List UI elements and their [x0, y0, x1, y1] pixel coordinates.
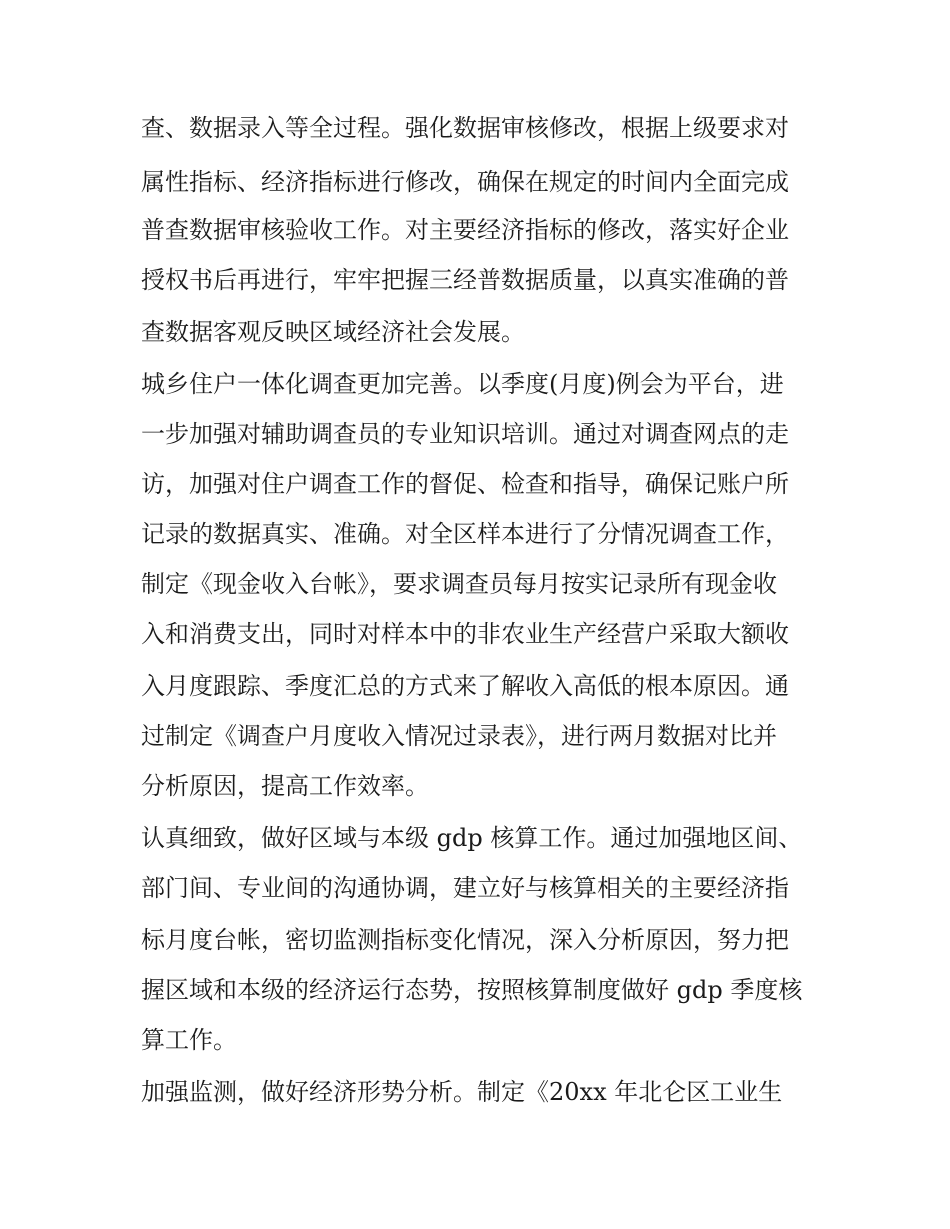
text-line: 制定《现金收入台帐》，要求调查员每月按实记录所有现金收	[141, 570, 777, 598]
text-line: 属性指标、经济指标进行修改，确保在规定的时间内全面完成	[141, 168, 789, 196]
text-line: 入和消费支出，同时对样本中的非农业生产经营户采取大额收	[141, 620, 789, 648]
text-line: 部门间、专业间的沟通协调，建立好与核算相关的主要经济指	[141, 874, 789, 902]
text-line: 分析原因，提高工作效率。	[141, 772, 429, 800]
text-line: 标月度台帐，密切监测指标变化情况，深入分析原因，努力把	[141, 926, 789, 954]
text-line: 访，加强对住户调查工作的督促、检查和指导，确保记账户所	[141, 470, 789, 498]
text-line: 认真细致，做好区域与本级 gdp 核算工作。通过加强地区间、	[141, 824, 803, 852]
text-line: 记录的数据真实、准确。对全区样本进行了分情况调查工作，	[141, 520, 789, 548]
text-line: 一步加强对辅助调查员的专业知识培训。通过对调查网点的走	[141, 420, 789, 448]
text-line: 握区域和本级的经济运行态势，按照核算制度做好 gdp 季度核	[141, 976, 803, 1004]
text-line: 算工作。	[141, 1026, 237, 1054]
text-line: 加强监测，做好经济形势分析。制定《20xx 年北仑区工业生	[141, 1078, 783, 1106]
text-line: 城乡住户一体化调查更加完善。以季度(月度)例会为平台，进	[141, 370, 784, 398]
text-line: 授权书后再进行，牢牢把握三经普数据质量，以真实准确的普	[141, 266, 789, 294]
text-line: 普查数据审核验收工作。对主要经济指标的修改，落实好企业	[141, 216, 789, 244]
text-line: 查数据客观反映区域经济社会发展。	[141, 318, 525, 346]
text-line: 过制定《调查户月度收入情况过录表》，进行两月数据对比并	[141, 722, 777, 750]
text-line: 查、数据录入等全过程。强化数据审核修改，根据上级要求对	[141, 114, 789, 142]
text-line: 入月度跟踪、季度汇总的方式来了解收入高低的根本原因。通	[141, 672, 789, 700]
